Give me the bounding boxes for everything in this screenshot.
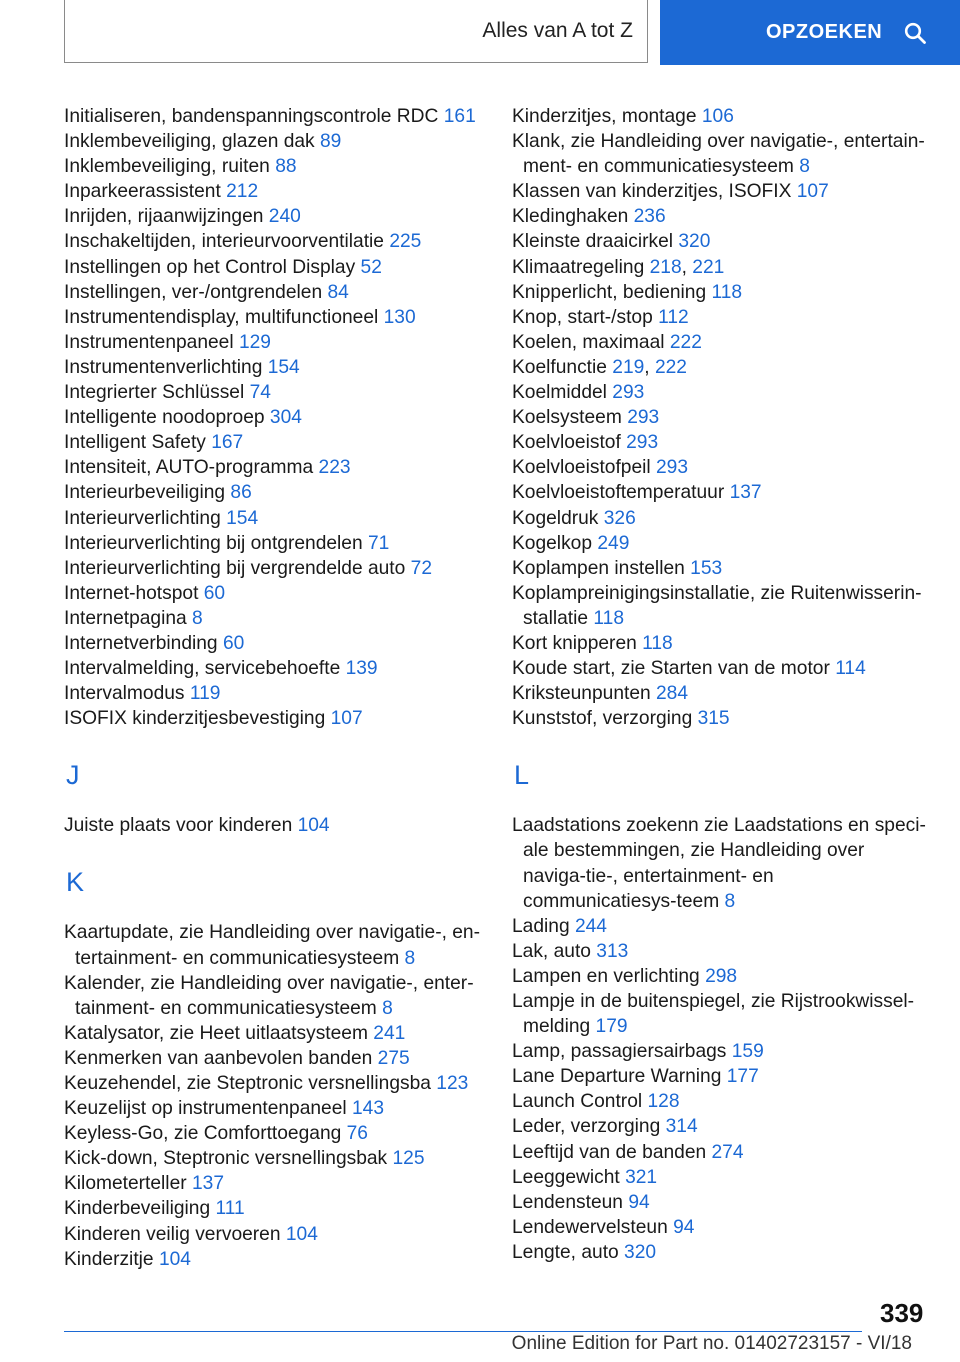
page-link[interactable]: 219 <box>612 356 645 378</box>
page-link[interactable]: 298 <box>705 965 738 987</box>
page-link[interactable]: 60 <box>203 582 226 604</box>
index-entry-text: Koelen, maximaal <box>512 331 665 353</box>
index-entry-text: Lamp, passagiersairbags <box>512 1041 727 1063</box>
index-entry <box>512 305 932 330</box>
page-link[interactable]: 118 <box>711 281 743 303</box>
index-entry-text: Katalysator, zie Heet uitlaatsysteem <box>64 1022 368 1044</box>
index-entry-text: Klassen van kinderzitjes, ISOFIX <box>512 181 792 203</box>
page-link[interactable]: 326 <box>603 507 636 529</box>
index-entry-text: Internet-hotspot <box>64 582 199 604</box>
index-entry-text: Klank, zie Handleiding over navigatie-, entertain-ment- en communicatiesysteem <box>512 131 925 178</box>
page-link[interactable]: 153 <box>690 557 723 579</box>
page-link[interactable]: 218 <box>649 256 682 278</box>
index-entry-text: Knipperlicht, bediening <box>512 281 707 303</box>
index-entry <box>512 455 932 480</box>
index-entry-text: Intensiteit, AUTO-programma <box>64 457 314 479</box>
index-entry <box>64 531 484 556</box>
index-entry <box>512 506 932 531</box>
index-entry-text: Inklembeveiliging, ruiten <box>64 156 270 178</box>
page-link[interactable]: 123 <box>436 1073 469 1094</box>
index-entry <box>512 380 932 405</box>
page-link[interactable]: 118 <box>642 632 673 654</box>
index-entry-text: Lane Departure Warning <box>512 1066 722 1088</box>
tab-alles-van-a-tot-z[interactable] <box>64 0 648 63</box>
page-link[interactable]: 8 <box>382 997 393 1019</box>
index-entry-text: Kinderbeveiliging <box>64 1198 211 1220</box>
page-link[interactable]: 236 <box>633 206 666 228</box>
index-entry <box>512 1089 932 1114</box>
index-entry-text: Keuzelijst op instrumentenpaneel <box>64 1098 347 1120</box>
index-entry <box>512 939 932 964</box>
index-entry <box>512 656 932 681</box>
index-entry-text: Kalender, zie Handleiding over navigatie-, enter-tainment- en communicatiesysteem <box>64 972 474 1019</box>
page-link[interactable]: 222 <box>654 356 687 378</box>
index-entry-text: Lengte, auto <box>512 1241 619 1263</box>
index-entry-text: Lading <box>512 915 570 937</box>
index-entry-text: Interieurverlichting bij ontgrendelen <box>64 532 363 554</box>
index-entry-text: Koude start, zie Starten van de motor <box>512 658 830 680</box>
index-entry <box>512 1064 932 1089</box>
index-entry <box>64 380 484 405</box>
page-link[interactable]: 125 <box>392 1148 425 1170</box>
index-entry <box>64 1096 484 1121</box>
index-entry-text: Koelmiddel <box>512 382 607 404</box>
index-entry-text: Kunststof, verzorging <box>512 708 693 730</box>
index-entry-text: Integrierter Schlüssel <box>64 382 245 404</box>
page-link[interactable]: 139 <box>345 658 378 680</box>
index-entry <box>64 1146 484 1171</box>
index-entry <box>512 280 932 305</box>
index-entry <box>64 920 484 970</box>
index-entry <box>512 964 932 989</box>
index-entry-text: Juiste plaats voor kinderen <box>64 815 293 837</box>
index-entry <box>512 104 932 129</box>
index-entry-text: Koplampen instellen <box>512 557 685 579</box>
page-link[interactable]: 94 <box>628 1191 650 1213</box>
index-entry <box>512 531 932 556</box>
page-link[interactable]: 104 <box>285 1223 318 1245</box>
index-entry-text: Keuzehendel, zie Steptronic versnellingsba <box>64 1073 431 1094</box>
index-entry-text: Instrumentenverlichting <box>64 356 263 378</box>
index-entry <box>512 179 932 204</box>
entries-k-continued <box>512 104 932 731</box>
index-entry <box>64 129 484 154</box>
page-link[interactable]: 221 <box>692 256 725 278</box>
index-entry <box>512 330 932 355</box>
page-link[interactable]: 244 <box>574 915 607 937</box>
index-entry-text: Kinderen veilig vervoeren <box>64 1223 281 1245</box>
index-entry-text: Interieurbeveiliging <box>64 482 226 504</box>
index-entry-text: Leder, verzorging <box>512 1116 661 1138</box>
index-entry-text: Internetpagina <box>64 607 187 629</box>
index-entry <box>64 656 484 681</box>
index-entry-text: Kilometerteller <box>64 1173 187 1195</box>
index-entry <box>64 255 484 280</box>
index-entry <box>64 104 484 129</box>
page-link[interactable]: 314 <box>665 1116 698 1138</box>
page-link[interactable]: 179 <box>595 1016 628 1038</box>
index-entry: Klimaatregeling 218, 221 <box>512 256 725 278</box>
index-entry <box>64 1121 484 1146</box>
index-entry <box>64 681 484 706</box>
index-entry <box>64 204 484 229</box>
index-entry-text: Instellingen op het Control Display <box>64 256 356 278</box>
page-link[interactable]: 129 <box>238 331 271 353</box>
index-entry <box>512 129 932 179</box>
index-entry-text: Lampen en verlichting <box>512 965 700 987</box>
index-entry <box>64 405 484 430</box>
page-link[interactable]: 137 <box>729 482 762 504</box>
index-entry <box>512 681 932 706</box>
index-entry <box>512 204 932 229</box>
index-entry <box>64 455 484 480</box>
index-entry-text: Kinderzitjes, montage <box>512 106 697 127</box>
page-link[interactable]: 161 <box>443 106 476 127</box>
index-entry-text: Launch Control <box>512 1091 643 1113</box>
index-entry <box>512 1215 932 1240</box>
index-entry-text: Interieurverlichting bij vergrendelde auto <box>64 557 406 579</box>
index-entry-text: Kort knipperen <box>512 632 637 654</box>
page-link[interactable]: 320 <box>678 231 711 253</box>
page-link[interactable]: 154 <box>226 507 259 529</box>
index-entry-text: ISOFIX kinderzitjesbevestiging <box>64 708 326 730</box>
page-link[interactable]: 72 <box>410 557 432 579</box>
index-entry-text: Leeggewicht <box>512 1166 620 1188</box>
page-link[interactable]: 177 <box>726 1066 759 1088</box>
index-entry <box>64 1171 484 1196</box>
page-number: 339 <box>880 1298 924 1328</box>
page-link[interactable]: 8 <box>724 890 736 912</box>
tab-label: Alles van A tot Z <box>482 19 633 42</box>
page-link[interactable]: 313 <box>596 940 629 962</box>
index-entry-text: Instrumentendisplay, multifunctioneel <box>64 306 379 328</box>
page-link[interactable]: 8 <box>192 607 203 629</box>
index-entry <box>64 1071 484 1096</box>
index-entry <box>64 430 484 455</box>
page-link[interactable]: 89 <box>320 131 342 153</box>
page-link[interactable]: 52 <box>360 256 382 278</box>
page-link[interactable]: 8 <box>799 156 810 178</box>
index-entry-text: Kriksteunpunten <box>512 683 651 705</box>
index-entry <box>64 154 484 179</box>
index-entry-text: Inklembeveiliging, glazen dak <box>64 131 315 153</box>
index-entry-text: Kick-down, Steptronic versnellingsbak <box>64 1148 388 1170</box>
top-navigation <box>0 0 960 66</box>
index-entry-text: Kleinste draaicirkel <box>512 231 674 253</box>
page-link[interactable]: 212 <box>226 181 259 203</box>
index-entry <box>64 706 484 731</box>
index-entry-text: Koelvloeistof <box>512 432 621 454</box>
page-link[interactable]: 159 <box>731 1041 764 1063</box>
index-entry <box>512 631 932 656</box>
search-button[interactable] <box>660 0 960 65</box>
page-link[interactable]: 128 <box>647 1091 680 1113</box>
page-link[interactable]: 104 <box>158 1248 191 1270</box>
search-button-label: OPZOEKEN <box>766 21 883 43</box>
index-entry <box>64 813 484 838</box>
index-entry-text: Klimaatregeling <box>512 256 645 278</box>
page-link[interactable]: 249 <box>597 532 630 554</box>
index-entry-text: Leeftijd van de banden <box>512 1141 707 1163</box>
index-entry-text: Kenmerken van aanbevolen banden <box>64 1047 373 1069</box>
index-entry-text: Lendensteun <box>512 1191 623 1213</box>
entries-k <box>64 920 484 1271</box>
index-entry-text: Kledinghaken <box>512 206 629 228</box>
index-entry-text: Knop, start-/stop <box>512 306 653 328</box>
index-entry-text: Kogelkop <box>512 532 593 554</box>
page-link[interactable]: 8 <box>404 947 416 969</box>
index-entry-text: Intervalmodus <box>64 683 185 705</box>
index-entry: Koelfunctie 219, 222 <box>512 356 687 378</box>
section-letter-k: K <box>66 867 85 898</box>
page-link[interactable]: 223 <box>318 457 351 479</box>
index-entry <box>512 813 932 913</box>
index-entry <box>512 480 932 505</box>
page-link[interactable]: 106 <box>701 106 734 127</box>
page-link[interactable]: 154 <box>267 356 300 378</box>
index-entry <box>512 914 932 939</box>
page-link[interactable]: 321 <box>625 1166 658 1188</box>
page-link[interactable]: 143 <box>352 1098 385 1120</box>
page-link[interactable]: 293 <box>656 457 689 479</box>
index-entry <box>64 330 484 355</box>
index-entry <box>512 1114 932 1139</box>
index-entry-text: Laadstations zoekenn zie Laadstations en speci-ale bestemmingen, zie Handleiding over naviga-tie-, entertainment- en communicatiesys-teem <box>512 815 926 912</box>
index-entry <box>64 280 484 305</box>
index-entry <box>64 1247 484 1272</box>
index-entry-text: Kinderzitje <box>64 1248 154 1270</box>
index-entry-text: Koplampreinigingsinstallatie, zie Ruitenwisserin-stallatie <box>512 582 922 629</box>
page-link[interactable]: 114 <box>835 658 866 680</box>
index-entry <box>64 581 484 606</box>
index-entry <box>512 989 932 1039</box>
index-entry <box>512 1165 932 1190</box>
page-link[interactable]: 107 <box>796 181 829 203</box>
page-link[interactable]: 137 <box>191 1173 224 1195</box>
page-link[interactable]: 76 <box>346 1123 368 1145</box>
index-entry-text: Kaartupdate, zie Handleiding over navigatie-, en-tertainment- en communicatiesysteem <box>64 922 480 969</box>
page-link[interactable]: 104 <box>297 815 330 837</box>
page-link[interactable]: 304 <box>269 407 302 429</box>
search-icon <box>904 22 926 44</box>
index-entry-text: Inschakeltijden, interieurvoorventilatie <box>64 231 384 253</box>
page-link[interactable]: 111 <box>215 1198 245 1220</box>
index-entry-text: Instellingen, ver-/ontgrendelen <box>64 281 323 303</box>
index-entry <box>64 631 484 656</box>
index-entry <box>64 971 484 1021</box>
page-link[interactable]: 225 <box>389 231 422 253</box>
index-entry-text: Lak, auto <box>512 940 591 962</box>
page-link[interactable]: 88 <box>275 156 297 178</box>
index-entry-text: Inrijden, rijaanwijzingen <box>64 206 264 228</box>
index-entry <box>64 229 484 254</box>
index-entry-text: Initialiseren, bandenspanningscontrole RDC <box>64 106 439 127</box>
index-entry <box>512 581 932 631</box>
index-entry-text: Koelfunctie <box>512 356 607 378</box>
index-entry-text: Interieurverlichting <box>64 507 221 529</box>
index-entry-text: Koelsysteem <box>512 407 622 429</box>
page-link[interactable]: 84 <box>327 281 349 303</box>
page-link[interactable]: 167 <box>211 432 244 454</box>
page-link[interactable]: 112 <box>658 306 689 328</box>
index-entry-text: Kogeldruk <box>512 507 599 529</box>
page-link[interactable]: 71 <box>368 532 390 554</box>
index-entry <box>64 480 484 505</box>
index-entry-text: Intelligent Safety <box>64 432 206 454</box>
page-link[interactable]: 74 <box>249 382 271 404</box>
index-entry-text: Koelvloeistofpeil <box>512 457 651 479</box>
page-link[interactable]: 275 <box>377 1047 410 1069</box>
page-link[interactable]: 86 <box>230 482 252 504</box>
index-entry <box>64 556 484 581</box>
index-column-left <box>64 104 484 1272</box>
index-entry <box>512 706 932 731</box>
page-link[interactable]: 240 <box>268 206 301 228</box>
index-entry-text: Koelvloeistoftemperatuur <box>512 482 725 504</box>
page-link[interactable]: 320 <box>624 1241 657 1263</box>
page-link[interactable]: 60 <box>222 632 245 654</box>
index-entry <box>64 506 484 531</box>
entries-j <box>64 813 484 838</box>
index-entry-text: Lendewervelsteun <box>512 1216 668 1238</box>
index-entry <box>512 1140 932 1165</box>
page-link[interactable]: 94 <box>673 1216 695 1238</box>
index-entry <box>64 1046 484 1071</box>
index-column-right <box>512 104 932 1265</box>
index-entry <box>512 405 932 430</box>
index-entry <box>512 430 932 455</box>
index-entry <box>512 229 932 254</box>
page-link[interactable]: 284 <box>656 683 689 705</box>
page-link[interactable]: 118 <box>593 607 624 629</box>
index-entry <box>64 305 484 330</box>
index-entry <box>512 1240 932 1265</box>
index-entry-text: Intervalmelding, servicebehoefte <box>64 658 341 680</box>
index-entry <box>512 1039 932 1064</box>
index-entry <box>64 1021 484 1046</box>
index-entry-text: Instrumentenpaneel <box>64 331 234 353</box>
index-entry <box>512 1190 932 1215</box>
index-entry <box>64 1222 484 1247</box>
section-letter-j: J <box>66 760 80 791</box>
index-entry <box>64 179 484 204</box>
entries-i <box>64 104 484 731</box>
page-link[interactable]: 293 <box>612 382 645 404</box>
entries-l <box>512 813 932 1265</box>
page-link[interactable]: 241 <box>373 1022 406 1044</box>
index-entry <box>64 606 484 631</box>
index-entry <box>512 556 932 581</box>
index-entry <box>64 355 484 380</box>
index-entry-text: Keyless-Go, zie Comforttoegang <box>64 1123 342 1145</box>
index-entry-text: Internetverbinding <box>64 632 218 654</box>
page-link[interactable]: 119 <box>189 683 221 705</box>
page-link[interactable]: 222 <box>669 331 702 353</box>
index-entry <box>64 1196 484 1221</box>
page-link[interactable]: 274 <box>711 1141 744 1163</box>
section-letter-l: L <box>514 760 530 791</box>
index-entry-text: Intelligente noodoproep <box>64 407 265 429</box>
page-link[interactable]: 293 <box>627 407 660 429</box>
index-entry-text: Lampje in de buitenspiegel, zie Rijstrookwissel-melding <box>512 991 915 1038</box>
footer-edition-text: Online Edition for Part no. 01402723157 - VI/18 <box>511 1333 912 1354</box>
page-link[interactable]: 130 <box>383 306 416 328</box>
page-link[interactable]: 315 <box>697 708 730 730</box>
page-link[interactable]: 293 <box>626 432 659 454</box>
index-entry-text: Inparkeerassistent <box>64 181 221 203</box>
page-link[interactable]: 107 <box>330 708 363 730</box>
